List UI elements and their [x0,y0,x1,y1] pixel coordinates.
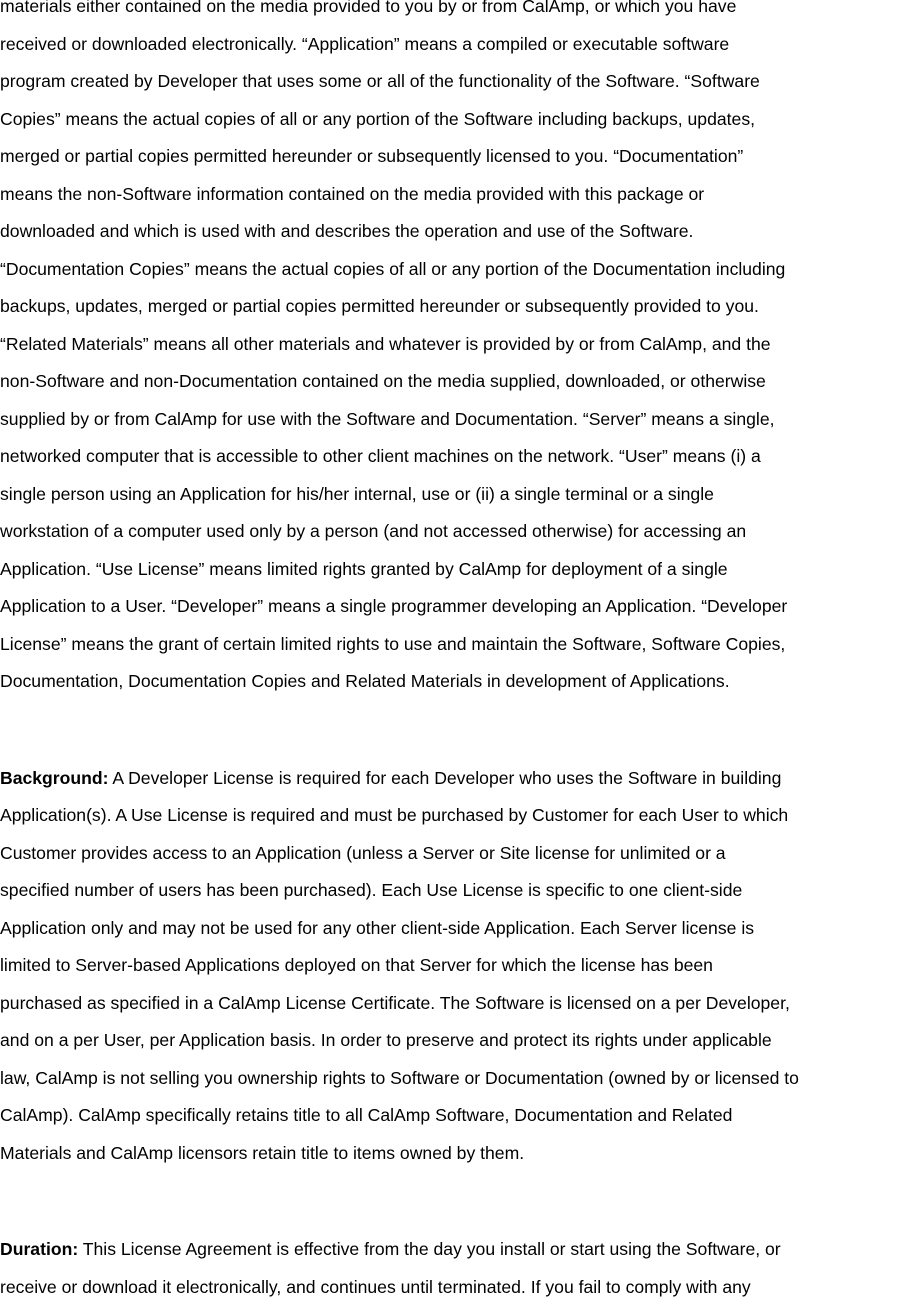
paragraph-line: Application to a User. “Developer” means a single programmer developing an Application. “Developer [0,588,899,626]
duration-section [0,1231,899,1306]
paragraph-spacer [0,701,899,760]
paragraph-line [0,1231,899,1269]
paragraph-line: backups, updates, merged or partial copies permitted hereunder or subsequently provided to you. [0,288,899,326]
paragraph-line: “Related Materials” means all other materials and whatever is provided by or from CalAmp, and the [0,326,899,364]
duration-heading: Duration: [0,1239,78,1259]
paragraph-line: downloaded and which is used with and describes the operation and use of the Software. [0,213,899,251]
paragraph-line: program created by Developer that uses some or all of the functionality of the Software. “Software [0,63,899,101]
background-section [0,760,899,1173]
paragraph-line: purchased as specified in a CalAmp License Certificate. The Software is licensed on a per Developer, [0,985,899,1023]
paragraph-line: means the non-Software information contained on the media provided with this package or [0,176,899,214]
paragraph-line: Customer provides access to an Application (unless a Server or Site license for unlimited or a [0,835,899,873]
paragraph-line: License” means the grant of certain limited rights to use and maintain the Software, Software Copies, [0,626,899,664]
paragraph-line: Materials and CalAmp licensors retain title to items owned by them. [0,1135,899,1173]
paragraph-line: receive or download it electronically, and continues until terminated. If you fail to comply with any [0,1269,899,1306]
paragraph-line: and on a per User, per Application basis. In order to preserve and protect its rights under applicable [0,1022,899,1060]
paragraph-line: supplied by or from CalAmp for use with the Software and Documentation. “Server” means a single, [0,401,899,439]
paragraph-line: received or downloaded electronically. “Application” means a compiled or executable software [0,26,899,64]
paragraph-line: single person using an Application for his/her internal, use or (ii) a single terminal or a single [0,476,899,514]
paragraph-line: “Documentation Copies” means the actual copies of all or any portion of the Documentation including [0,251,899,289]
paragraph-line: limited to Server-based Applications deployed on that Server for which the license has been [0,947,899,985]
paragraph-line: materials either contained on the media provided to you by or from CalAmp, or which you have [0,0,899,26]
paragraph-line: Application only and may not be used for any other client-side Application. Each Server license is [0,910,899,948]
paragraph-line: Application. “Use License” means limited rights granted by CalAmp for deployment of a single [0,551,899,589]
paragraph-spacer [0,1172,899,1231]
paragraph-line: CalAmp). CalAmp specifically retains title to all CalAmp Software, Documentation and Related [0,1097,899,1135]
paragraph-line: specified number of users has been purchased). Each Use License is specific to one client-side [0,872,899,910]
background-first-line: A Developer License is required for each Developer who uses the Software in building [109,768,782,788]
background-heading: Background: [0,768,109,788]
paragraph-line [0,760,899,798]
paragraph-line: merged or partial copies permitted hereunder or subsequently licensed to you. “Documentation” [0,138,899,176]
duration-first-line: This License Agreement is effective from the day you install or start using the Software, or [78,1239,780,1259]
paragraph-line: Copies” means the actual copies of all or any portion of the Software including backups, updates, [0,101,899,139]
paragraph-line: Documentation, Documentation Copies and Related Materials in development of Applications. [0,663,899,701]
paragraph-line: Application(s). A Use License is required and must be purchased by Customer for each User to which [0,797,899,835]
paragraph-line: non-Software and non-Documentation contained on the media supplied, downloaded, or otherwise [0,363,899,401]
paragraph-line: law, CalAmp is not selling you ownership rights to Software or Documentation (owned by or licensed to [0,1060,899,1098]
paragraph-line: networked computer that is accessible to other client machines on the network. “User” means (i) a [0,438,899,476]
paragraph-line: workstation of a computer used only by a person (and not accessed otherwise) for accessing an [0,513,899,551]
